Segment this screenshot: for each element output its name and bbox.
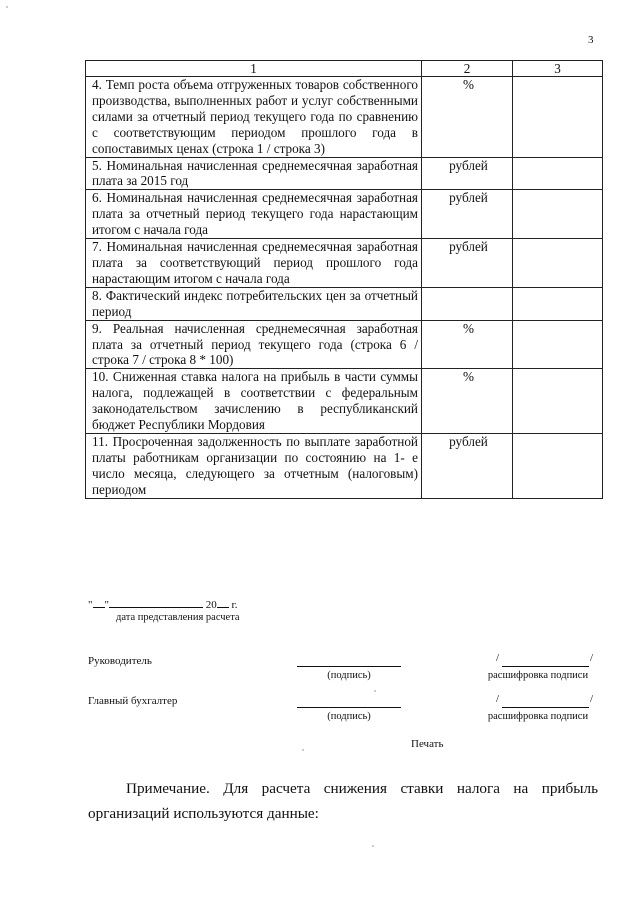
date-quote-close: " — [104, 599, 109, 611]
indicator-description: 11. Просроченная задолженность по выплате заработной платы работникам организации по состоянию на 1- е число месяца, следующего за отчетным (налоговым) периодом — [86, 433, 422, 498]
column-header: 1 — [86, 61, 422, 77]
indicator-value — [513, 239, 603, 288]
indicator-unit: % — [422, 369, 513, 434]
decode-slash-left: / — [496, 693, 500, 705]
signature-line — [297, 707, 401, 708]
indicator-unit: рублей — [422, 190, 513, 239]
decode-slash-left: / — [496, 652, 500, 664]
scan-speck — [372, 845, 374, 847]
date-quote-open: " — [88, 599, 93, 611]
note-paragraph: Примечание. Для расчета снижения ставки налога на прибыль организаций используются данные: — [88, 780, 598, 822]
indicator-description: 8. Фактический индекс потребительских цен за отчетный период — [86, 287, 422, 320]
date-caption: дата представления расчета — [116, 612, 240, 623]
decode-slash-right: / — [590, 693, 594, 705]
indicator-description: 10. Сниженная ставка налога на прибыль в части суммы налога, подлежащей в соответствии с федеральным законодательством зачислению в республиканский бюджет Республики Мордовия — [86, 369, 422, 434]
table-row — [86, 239, 603, 288]
indicator-value — [513, 190, 603, 239]
indicator-description: 6. Номинальная начисленная среднемесячная заработная плата за отчетный период текущего года нарастающим итогом с начала года — [86, 190, 422, 239]
year-prefix: 20 — [205, 599, 217, 611]
year-blank — [217, 597, 229, 608]
indicator-unit — [422, 287, 513, 320]
indicator-value — [513, 77, 603, 158]
decode-caption: расшифровка подписи — [487, 711, 589, 722]
decode-line — [502, 666, 589, 667]
signature-caption: (подпись) — [327, 670, 371, 681]
decode-caption: расшифровка подписи — [487, 670, 589, 681]
scan-speck — [302, 749, 304, 751]
indicator-unit: рублей — [422, 239, 513, 288]
day-blank — [93, 597, 105, 608]
stamp-label: Печать — [411, 738, 444, 750]
page-number: 3 — [588, 34, 594, 46]
table-row — [86, 157, 603, 190]
indicators-table — [85, 60, 603, 499]
indicator-value — [513, 287, 603, 320]
decode-slash-right: / — [590, 652, 594, 664]
table-row — [86, 77, 603, 158]
table-row — [86, 287, 603, 320]
indicator-value — [513, 157, 603, 190]
decode-line — [502, 707, 589, 708]
indicator-unit: рублей — [422, 157, 513, 190]
scan-speck — [374, 690, 376, 692]
indicator-value — [513, 369, 603, 434]
indicator-unit: рублей — [422, 433, 513, 498]
signer-role: Главный бухгалтер — [88, 695, 178, 707]
table-row — [86, 190, 603, 239]
column-header: 2 — [422, 61, 513, 77]
scan-speck — [6, 6, 8, 8]
indicator-unit: % — [422, 77, 513, 158]
signature-caption: (подпись) — [327, 711, 371, 722]
indicator-unit: % — [422, 320, 513, 369]
indicator-description: 4. Темп роста объема отгруженных товаров собственного производства, выполненных работ и услуг собственными силами за отчетный период текущего года по сравнению с соответствующим периодом прошлого года в сопоставимых ценах (строка 1 / строка 3) — [86, 77, 422, 158]
indicator-description: 9. Реальная начисленная среднемесячная заработная плата за отчетный период текущего года (строка 6 / строка 7 / строка 8 * 100) — [86, 320, 422, 369]
indicator-description: 7. Номинальная начисленная среднемесячная заработная плата за соответствующий период прошлого года нарастающим итогом с начала года — [86, 239, 422, 288]
year-suffix: г. — [231, 599, 238, 611]
submission-date-line — [88, 597, 238, 611]
indicator-description: 5. Номинальная начисленная среднемесячная заработная плата за 2015 год — [86, 157, 422, 190]
table-header-row — [86, 61, 603, 77]
column-header: 3 — [513, 61, 603, 77]
table-row — [86, 433, 603, 498]
table-row — [86, 320, 603, 369]
indicator-value — [513, 433, 603, 498]
indicator-value — [513, 320, 603, 369]
table-row — [86, 369, 603, 434]
month-blank — [109, 597, 203, 608]
signer-role: Руководитель — [88, 655, 152, 667]
signature-line — [297, 666, 401, 667]
